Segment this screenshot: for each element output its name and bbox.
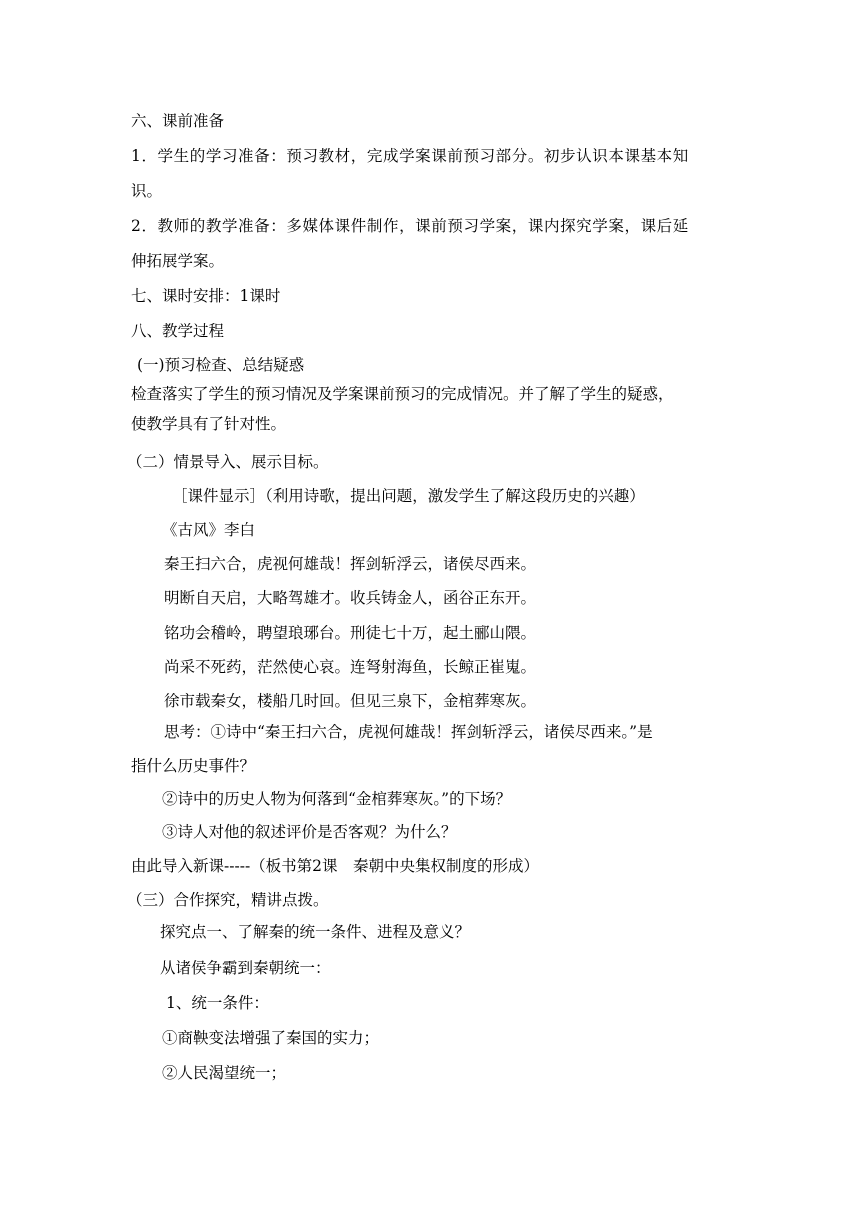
from-hegemony-to-unification: 从诸侯争霸到秦朝统一： [160, 959, 331, 977]
condition-item-1: ①商鞅变法增强了秦国的实力； [162, 1029, 380, 1047]
teacher-preparation-line1: 2．教师的教学准备：多媒体课件制作，课前预习学案，课内探究学案，课后延 [131, 217, 689, 235]
student-preparation-line2: 识。 [131, 182, 163, 200]
poem-title: 《古风》李白 [162, 521, 256, 539]
thinking-question-1-line2: 指什么历史事件？ [131, 757, 256, 775]
student-preparation-line1: 1．学生的学习准备：预习教材，完成学案课前预习部分。初步认识本课基本知 [131, 147, 689, 165]
inquiry-point-1: 探究点一、了解秦的统一条件、进程及意义？ [160, 923, 471, 941]
courseware-display: ［课件显示］（利用诗歌，提出问题，激发学生了解这段历史的兴趣） [172, 487, 645, 505]
poem-line-1: 秦王扫六合，虎视何雄哉！挥剑斩浮云，诸侯尽西来。 [164, 555, 537, 573]
new-lesson-intro: 由此导入新课-----（板书第2课 秦朝中央集权制度的形成） [131, 857, 540, 875]
section-heading-preparation: 六、课前准备 [131, 112, 225, 130]
thinking-question-1-line1: 思考：①诗中“秦王扫六合，虎视何雄哉！挥剑斩浮云，诸侯尽西来。”是 [164, 723, 653, 741]
step-1-body-line2: 使教学具有了针对性。 [131, 415, 287, 433]
poem-line-4: 尚采不死药，茫然使心哀。连弩射海鱼，长鲸正崔嵬。 [164, 658, 537, 676]
thinking-question-3: ③诗人对他的叙述评价是否客观？为什么？ [162, 823, 457, 841]
step-2-heading: （二）情景导入、展示目标。 [127, 453, 329, 471]
step-1-heading: (一)预习检查、总结疑惑 [137, 356, 305, 374]
section-heading-schedule: 七、课时安排：1课时 [131, 287, 281, 305]
unification-conditions-heading: 1、统一条件： [166, 994, 269, 1012]
step-1-body-line1: 检查落实了学生的预习情况及学案课前预习的完成情况。并了解了学生的疑惑， [131, 385, 674, 403]
poem-line-5: 徐市载秦女，楼船几时回。但见三泉下，金棺葬寒灰。 [164, 692, 537, 710]
section-heading-process: 八、教学过程 [131, 322, 225, 340]
thinking-question-2: ②诗中的历史人物为何落到“金棺葬寒灰。”的下场？ [162, 790, 512, 808]
step-3-heading: （三）合作探究，精讲点拨。 [127, 891, 329, 909]
poem-line-2: 明断自天启，大略驾雄才。收兵铸金人，函谷正东开。 [164, 589, 537, 607]
teacher-preparation-line2: 伸拓展学案。 [131, 252, 225, 270]
poem-line-3: 铭功会稽岭，聘望琅琊台。刑徒七十万，起土郦山隈。 [164, 624, 537, 642]
condition-item-2: ②人民渴望统一； [162, 1064, 287, 1082]
